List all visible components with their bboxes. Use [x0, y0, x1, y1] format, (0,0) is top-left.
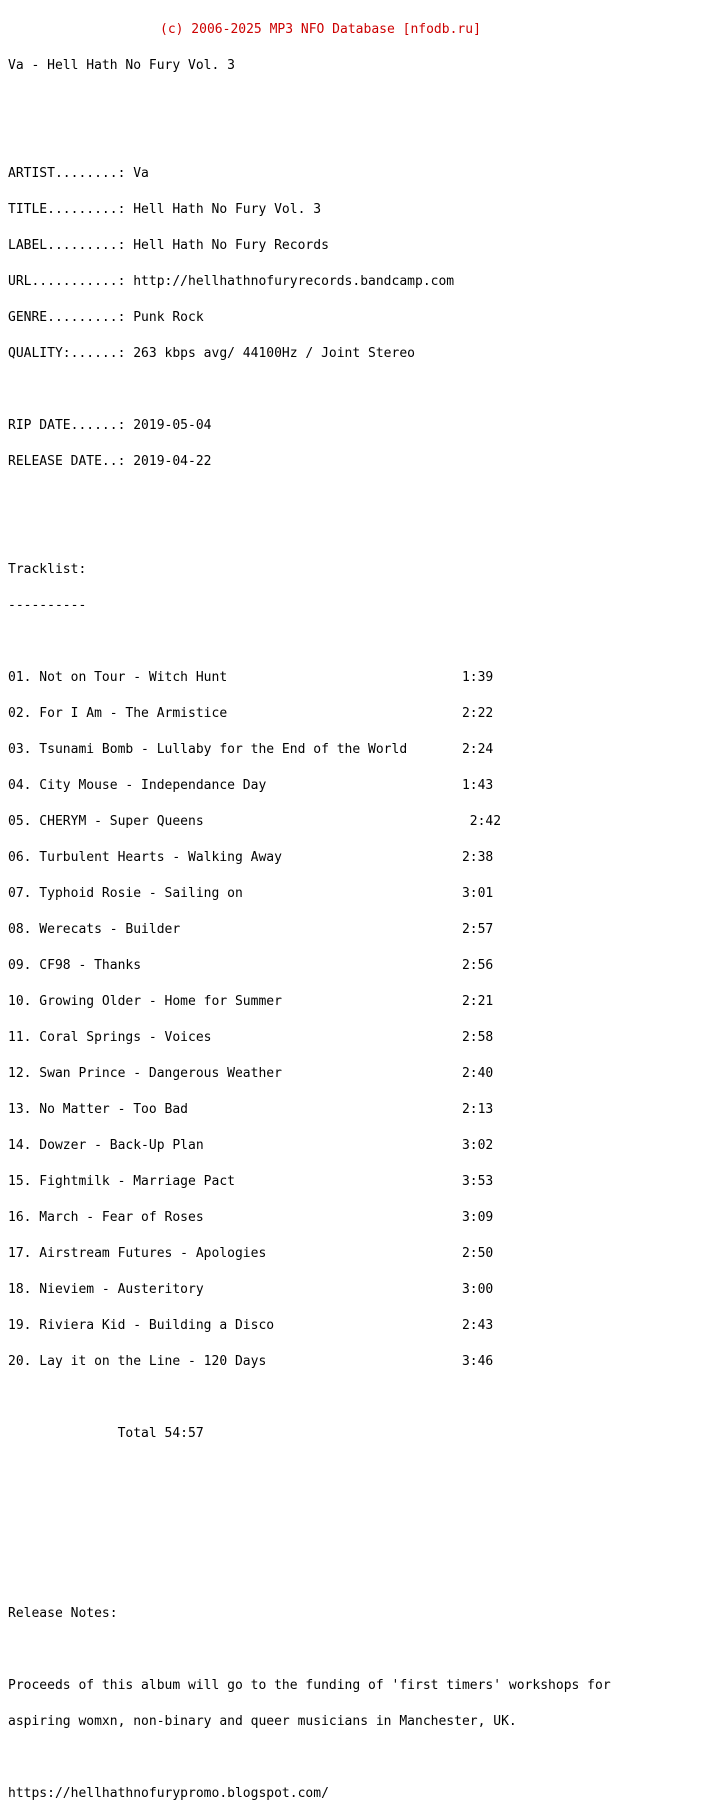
quality-line: QUALITY:......: 263 kbps avg/ 44100Hz / Joint Stereo: [8, 346, 415, 361]
release-notes-body: aspiring womxn, non-binary and queer musicians in Manchester, UK.: [8, 1714, 517, 1729]
genre-line: GENRE.........: Punk Rock: [8, 310, 204, 325]
track-row: 10. Growing Older - Home for Summer 2:21: [8, 994, 494, 1009]
track-row: 13. No Matter - Too Bad 2:13: [8, 1102, 494, 1117]
track-row: 11. Coral Springs - Voices 2:58: [8, 1030, 494, 1045]
copyright-notice: (c) 2006-2025 MP3 NFO Database [nfodb.ru]: [160, 22, 481, 37]
spacer: [8, 1572, 611, 1584]
track-row: 12. Swan Prince - Dangerous Weather 2:40: [8, 1066, 494, 1081]
rip-date-line: RIP DATE......: 2019-05-04: [8, 418, 212, 433]
track-row: 03. Tsunami Bomb - Lullaby for the End of the World 2:24: [8, 742, 494, 757]
release-title: Va - Hell Hath No Fury Vol. 3: [8, 58, 235, 73]
label-line: LABEL.........: Hell Hath No Fury Records: [8, 238, 329, 253]
spacer: [8, 132, 611, 144]
spacer: [8, 1536, 611, 1548]
spacer: [8, 492, 611, 504]
tracklist-underline: ----------: [8, 598, 87, 613]
track-row: 05. CHERYM - Super Queens 2:42: [8, 814, 502, 829]
track-row: 19. Riviera Kid - Building a Disco 2:43: [8, 1318, 494, 1333]
release-notes-heading: Release Notes:: [8, 1606, 118, 1621]
track-row: 17. Airstream Futures - Apologies 2:50: [8, 1246, 494, 1261]
track-row: 16. March - Fear of Roses 3:09: [8, 1210, 494, 1225]
nfo-document: [8, 0, 611, 1812]
track-row: 02. For I Am - The Armistice 2:22: [8, 706, 494, 721]
artist-line: ARTIST........: Va: [8, 166, 149, 181]
spacer: [8, 528, 611, 540]
track-row: 04. City Mouse - Independance Day 1:43: [8, 778, 494, 793]
promo-link[interactable]: https://hellhathnofurypromo.blogspot.com/: [8, 1786, 329, 1801]
tracklist-heading: Tracklist:: [8, 562, 87, 577]
spacer: [8, 1392, 611, 1404]
spacer: [8, 96, 611, 108]
spacer: [8, 1644, 611, 1656]
track-row: 06. Turbulent Hearts - Walking Away 2:38: [8, 850, 494, 865]
release-date-line: RELEASE DATE..: 2019-04-22: [8, 454, 212, 469]
track-row: 07. Typhoid Rosie - Sailing on 3:01: [8, 886, 494, 901]
track-row: 09. CF98 - Thanks 2:56: [8, 958, 494, 973]
track-row: 14. Dowzer - Back-Up Plan 3:02: [8, 1138, 494, 1153]
track-row: 01. Not on Tour - Witch Hunt 1:39: [8, 670, 494, 685]
track-row: 08. Werecats - Builder 2:57: [8, 922, 494, 937]
spacer: [8, 384, 611, 396]
track-row: 20. Lay it on the Line - 120 Days 3:46: [8, 1354, 494, 1369]
release-notes-body: Proceeds of this album will go to the funding of 'first timers' workshops for: [8, 1678, 611, 1693]
total-time: Total 54:57: [8, 1426, 204, 1441]
spacer: [8, 1464, 611, 1476]
spacer: [8, 636, 611, 648]
spacer: [8, 1752, 611, 1764]
url-line: URL...........: http://hellhathnofuryrecords.bandcamp.com: [8, 274, 455, 289]
spacer: [8, 1500, 611, 1512]
track-row: 18. Nieviem - Austeritory 3:00: [8, 1282, 494, 1297]
track-row: 15. Fightmilk - Marriage Pact 3:53: [8, 1174, 494, 1189]
title-line: TITLE.........: Hell Hath No Fury Vol. 3: [8, 202, 322, 217]
